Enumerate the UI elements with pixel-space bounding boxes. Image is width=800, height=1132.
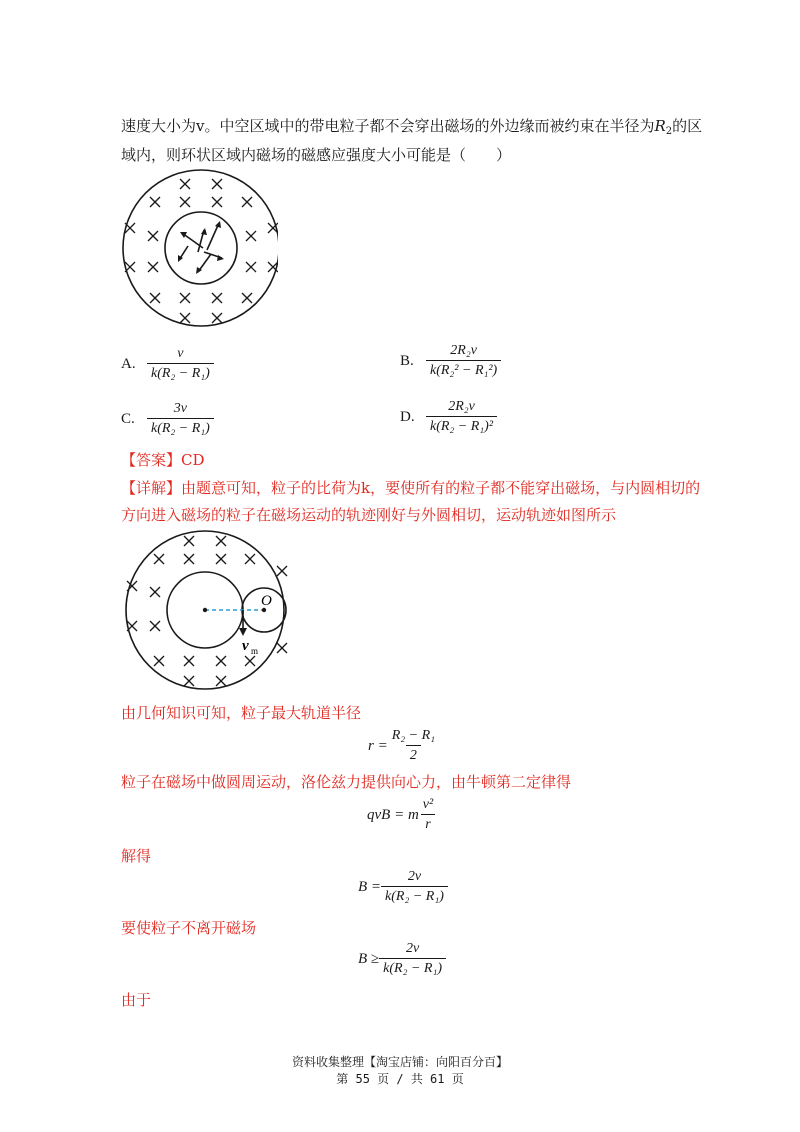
option-a-formula: $\frac{v}{\text{k(R₂ − R₁)}}$ bbox=[147, 345, 214, 384]
equation-4: B ≥ $\frac{2v}{\text{k(R₂ − R₁)}}$ bbox=[358, 940, 446, 979]
step-3: 解得 bbox=[121, 847, 152, 865]
center-label: O bbox=[261, 593, 272, 609]
step-1: 由几何知识可知，粒子最大轨道半径 bbox=[121, 704, 362, 722]
equation-3: B = $\frac{2v}{\text{k(R₂ − R₁)}}$ bbox=[358, 868, 448, 907]
question-figure bbox=[118, 168, 278, 336]
radius-symbol: $R_2$ bbox=[654, 117, 673, 137]
question-line-2: 域内，则环状区域内磁场的磁感应强度大小可能是（ ） bbox=[121, 146, 512, 164]
answer-line: 【答案】CD bbox=[121, 451, 205, 469]
footer-source: 资料收集整理【淘宝店铺：向阳百分百】 bbox=[291, 1055, 508, 1069]
velocity-label: v bbox=[242, 638, 249, 654]
equation-2: qvB = m $\frac{\text{v²}}{r}$ bbox=[367, 796, 437, 835]
option-d[interactable]: D. $\frac{\text{2R₂v}}{\text{k(R₂ − R₁)²}}$ bbox=[400, 398, 497, 437]
step-2: 粒子在磁场中做圆周运动，洛伦兹力提供向心力，由牛顿第二定律得 bbox=[121, 773, 572, 791]
option-b[interactable]: B. $\frac{\text{2R₂v}}{\text{k(R₂² − R₁²)}}$ bbox=[400, 342, 501, 381]
option-a[interactable]: A. $\frac{v}{\text{k(R₂ − R₁)}}$ bbox=[121, 345, 214, 384]
option-c-formula: $\frac{3v}{\text{k(R₂ − R₁)}}$ bbox=[147, 400, 214, 439]
answer-value: CD bbox=[181, 451, 205, 469]
explanation-line-1: 【详解】由题意可知，粒子的比荷为k，要使所有的粒子都不能穿出磁场，与内圆相切的 bbox=[121, 479, 701, 497]
question-line-1: 速度大小为v。中空区域中的带电粒子都不会穿出磁场的外边缘而被约束在半径为$R_2$的区 bbox=[121, 117, 703, 137]
step-5: 由于 bbox=[121, 991, 152, 1009]
option-b-formula: $\frac{\text{2R₂v}}{\text{k(R₂² − R₁²)}}$ bbox=[426, 342, 501, 381]
trajectory-figure bbox=[118, 526, 303, 698]
option-c[interactable]: C. $\frac{3v}{\text{k(R₂ − R₁)}}$ bbox=[121, 400, 214, 439]
equation-1: r = $\frac{\text{R₂ − R₁}}{2}$ bbox=[368, 727, 439, 766]
page-number: 第 55 页 / 共 61 页 bbox=[336, 1072, 464, 1086]
velocity-sub-label: m bbox=[251, 646, 259, 656]
step-4: 要使粒子不离开磁场 bbox=[121, 919, 257, 937]
explanation-line-2: 方向进入磁场的粒子在磁场运动的轨迹刚好与外圆相切，运动轨迹如图所示 bbox=[121, 506, 617, 524]
option-d-formula: $\frac{\text{2R₂v}}{\text{k(R₂ − R₁)²}}$ bbox=[426, 398, 497, 437]
